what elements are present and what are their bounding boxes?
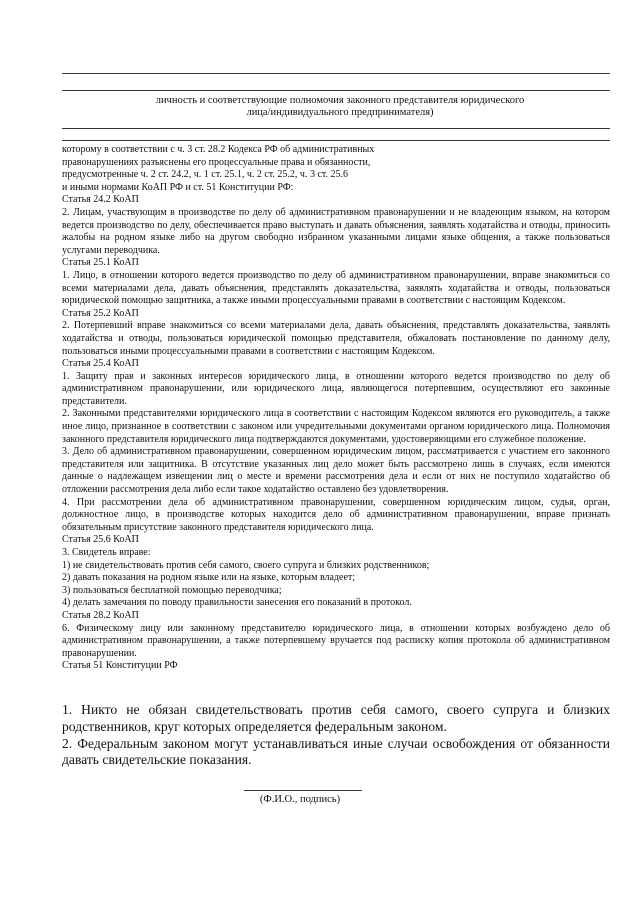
article-24-2-title: Статья 24.2 КоАП (62, 194, 139, 206)
article-24-2-part-2: 2. Лицам, участвующим в производстве по делу об административном правонарушении и не владеющим языком, на котором ведется производство по делу, обеспечивается право выступать и давать объяснения, заявлять ходатайства и отводы, приносить жалобы на родном языке либо на другом свободно избранном указанными лицами языке общения, а также пользоваться услугами переводчика. (62, 206, 610, 256)
article-28-2-title: Статья 28.2 КоАП (62, 609, 139, 621)
constitution-article-51-part-2: 2. Федеральным законом могут устанавливаться иные случаи освобождения от обязанности давать свидетельские показания. (62, 735, 610, 768)
article-25-6-item-4: 4) делать замечания по поводу правильности занесения его показаний в протокол. (62, 597, 412, 609)
article-28-2-part-6: 6. Физическому лицу или законному представителю юридического лица, в отношении которых возбуждено дело об административном правонарушении, а также потерпевшему вручается под расписку копия протокола об административном правонарушении. (62, 622, 610, 659)
blank-line-4 (62, 140, 610, 141)
article-25-1-part-1: 1. Лицо, в отношении которого ведется производство по делу об административном правонарушении, вправе знакомиться со всеми материалами дела, давать объяснения, представлять доказательства, заявлять ходатайства и отводы, пользоваться юридической помощью защитника, а также иными процессуальными правами в соответствии с настоящим Кодексом. (62, 269, 610, 307)
signature-line (244, 790, 362, 791)
article-25-2-part-2: 2. Потерпевший вправе знакомиться со всеми материалами дела, давать объяснения, представлять доказательства, заявлять ходатайства и отводы, пользоваться юридической помощью представителя, обжаловать постановление по данному делу, пользоваться иными процессуальными правами в соответствии с настоящим Кодексом. (62, 320, 610, 357)
constitution-article-51-part-1: 1. Никто не обязан свидетельствовать против себя самого, своего супруга и близких родственников, круг которых определяется федеральным законом. (62, 702, 610, 734)
intro-line-4: и иными нормами КоАП РФ и ст. 51 Конституции РФ: (62, 181, 294, 193)
article-25-6-item-1: 1) не свидетельствовать против себя самого, своего супруга и близких родственников; (62, 559, 430, 571)
document-body (62, 144, 610, 673)
intro-line-1: которому в соответствии с ч. 3 ст. 28.2 Кодекса РФ об административных (62, 144, 375, 155)
constitution-article-51-body (62, 702, 610, 769)
intro-line-2: правонарушениях разъяснены его процессуальные права и обязанности, (62, 156, 371, 168)
header-caption-line-2: лица/индивидуального предпринимателя) (246, 107, 434, 118)
blank-line-1 (62, 73, 610, 74)
article-25-1-title: Статья 25.1 КоАП (62, 257, 139, 269)
header-caption-line-1: личность и соответствующие полномочия законного представителя юридического (155, 95, 525, 106)
article-25-4-part-2: 2. Законными представителями юридического лица в соответствии с настоящим Кодексом являются его руководитель, а также иное лицо, признанное в соответствии с законом или учредительными документами органом юридического лица. Полномочия законного представителя юридического лица подтверждаются документами, удостоверяющими его служебное положение. (62, 408, 610, 445)
article-25-2-title: Статья 25.2 КоАП (62, 307, 139, 319)
article-25-6-title: Статья 25.6 КоАП (62, 534, 139, 546)
constitution-article-51-title: Статья 51 Конституции РФ (62, 660, 178, 672)
blank-line-3 (62, 128, 610, 129)
article-25-4-title: Статья 25.4 КоАП (62, 358, 139, 370)
article-25-6-part-3: 3. Свидетель вправе: (62, 547, 151, 558)
signature-caption: (Ф.И.О., подпись) (259, 794, 341, 805)
article-25-4-part-3: 3. Дело об административном правонарушении, совершенном юридическим лицом, рассматривается с участием его законного представителя или защитника. В отсутствие указанных лиц дело может быть рассмотрено лишь в случаях, если имеются данные о надлежащем извещении лиц о месте и времени рассмотрения дела и если от них не поступило ходатайство об отложении рассмотрения дела либо если такое ходатайство оставлено без удовлетворения. (62, 446, 610, 496)
intro-line-3: предусмотренные ч. 2 ст. 24.2, ч. 1 ст. 25.1, ч. 2 ст. 25.2, ч. 3 ст. 25.6 (62, 169, 349, 181)
article-25-6-item-2: 2) давать показания на родном языке или на языке, которым владеет; (62, 572, 356, 584)
article-25-4-part-4: 4. При рассмотрении дела об административном правонарушении, совершенном юридическим лицом, судья, орган, должностное лицо, в производстве которых находится дело об административном правонарушении, вправе признать обязательным присутствие законного представителя юридического лица. (62, 496, 610, 533)
header-caption (60, 95, 620, 119)
article-25-4-part-1: 1. Защиту прав и законных интересов юридического лица, в отношении которого ведется производство по делу об административном правонарушении, или юридического лица, являющегося потерпевшим, осуществляют его законные представители. (62, 370, 610, 407)
blank-line-2 (62, 90, 610, 91)
article-25-6-item-3: 3) пользоваться бесплатной помощью переводчика; (62, 584, 282, 596)
